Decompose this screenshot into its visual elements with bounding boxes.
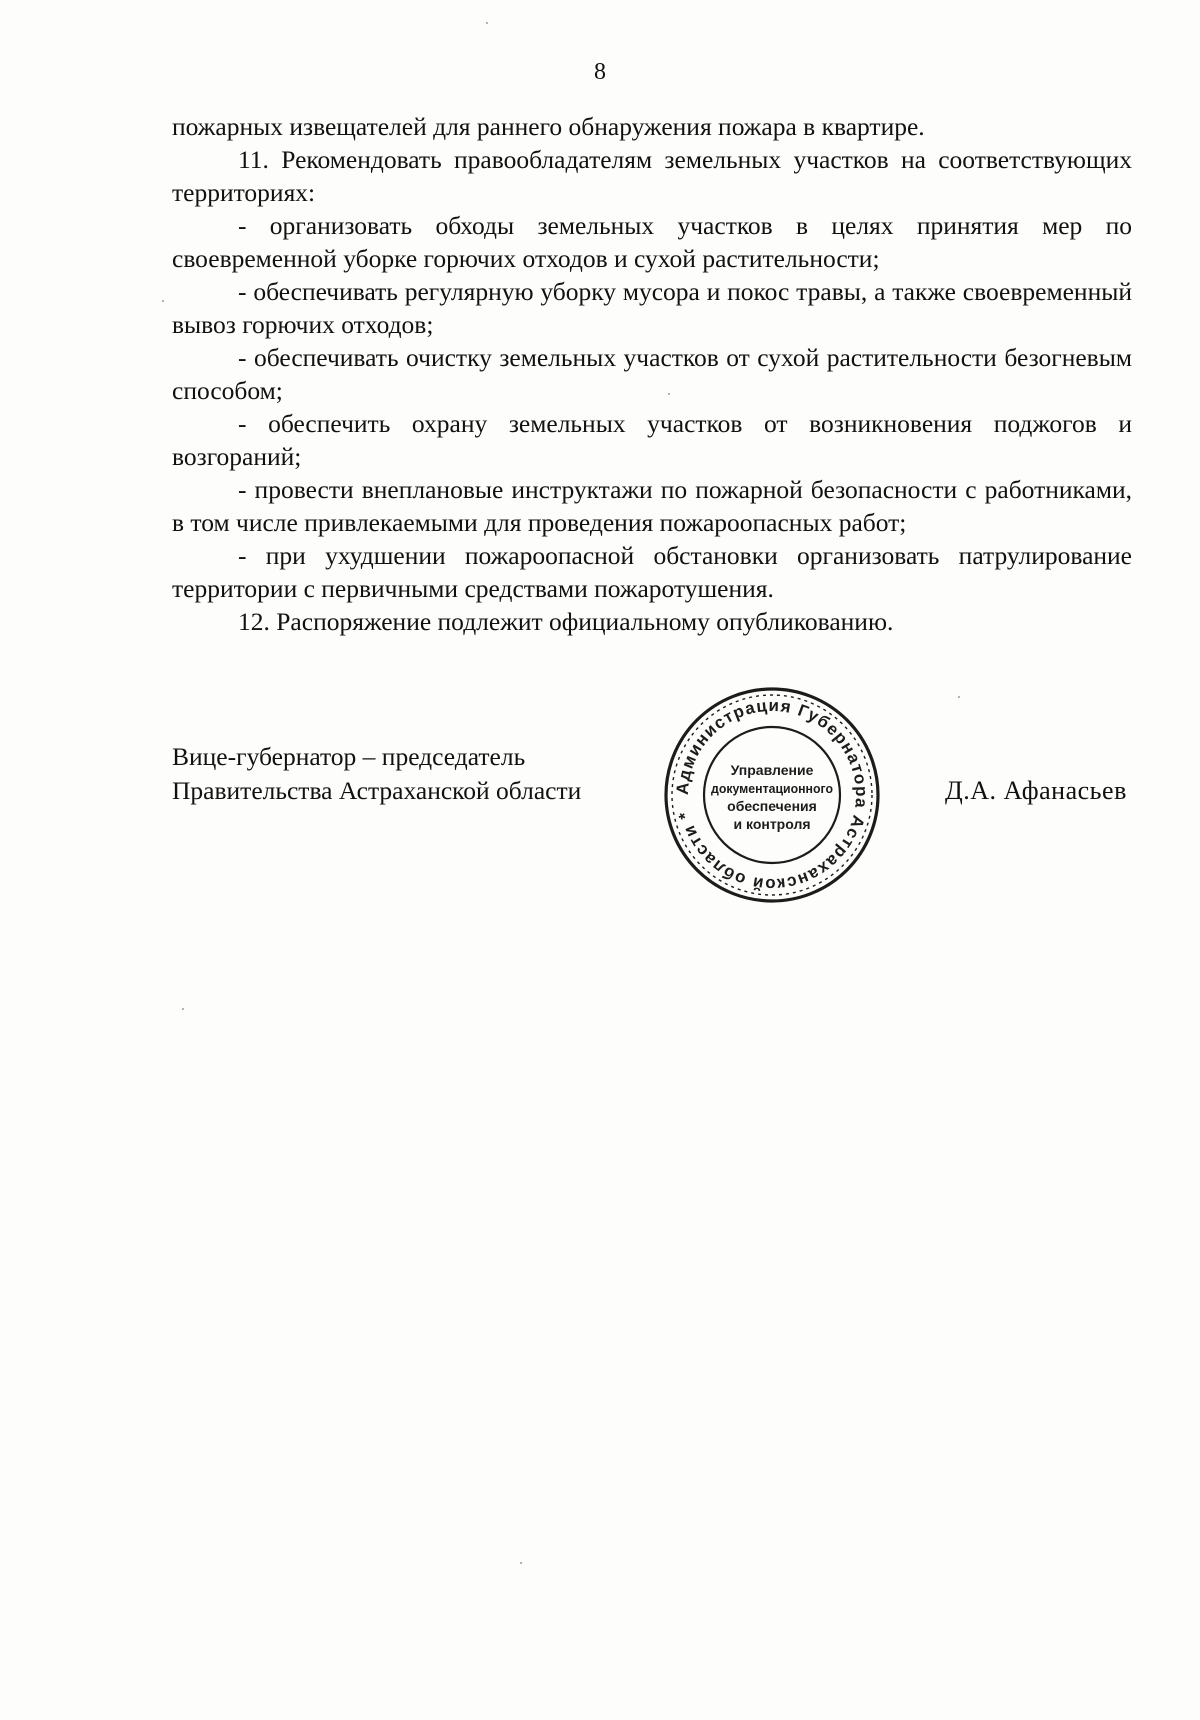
scan-speck [486,22,488,24]
official-stamp [659,685,885,905]
signatory-position-line-1: Вице-губернатор – председатель [172,742,526,771]
signatory-name: Д.А. Афанасьев [945,776,1127,805]
stamp-ring-text: Администрация Губернатора Астраханской области * [672,695,872,895]
list-item-fireless-clearing: - обеспечивать очистку земельных участков от сухой растительности безогневым способом; [172,343,1132,405]
paragraph-item-12: 12. Распоряжение подлежит официальному опубликованию. [238,607,894,636]
stamp-center-line-3: обеспечения [727,798,817,814]
list-item-arson-protection: - обеспечить охрану земельных участков от возникновения поджогов и возгораний; [172,409,1132,471]
list-item-territory-patrol: - при ухудшении пожароопасной обстановки организовать патрулирование территории с первичными средствами пожаротушения. [172,541,1132,603]
scan-speck [958,696,960,698]
list-item-safety-briefings: - провести внеплановые инструктажи по пожарной безопасности с работниками, в том числе привлекаемыми для проведения пожароопасных работ; [172,475,1132,537]
scan-speck [668,393,670,395]
signatory-position [172,740,581,808]
scan-speck [182,1008,184,1010]
document-body [172,110,1132,638]
list-item-cleaning-mowing: - обеспечивать регулярную уборку мусора и покос травы, а также своевременный вывоз горючих отходов; [172,277,1132,339]
stamp-center-line-1: Управление [730,762,814,778]
page-number: 8 [594,59,606,85]
stamp-seal [659,685,885,905]
stamp-center-line-4: и контроля [733,816,811,832]
list-item-patrol-plots: - организовать обходы земельных участков в целях принятия мер по своевременной уборке горючих отходов и сухой растительности; [172,211,1132,273]
scan-speck [162,300,164,302]
stamp-center-line-2: документационного [711,781,834,796]
signatory-position-line-2: Правительства Астраханской области [172,776,582,805]
paragraph-item-11: 11. Рекомендовать правообладателям земельных участков на соответствующих территориях: [172,145,1132,207]
paragraph-continuation: пожарных извещателей для раннего обнаружения пожара в квартире. [172,112,925,141]
scan-speck [520,1562,522,1564]
